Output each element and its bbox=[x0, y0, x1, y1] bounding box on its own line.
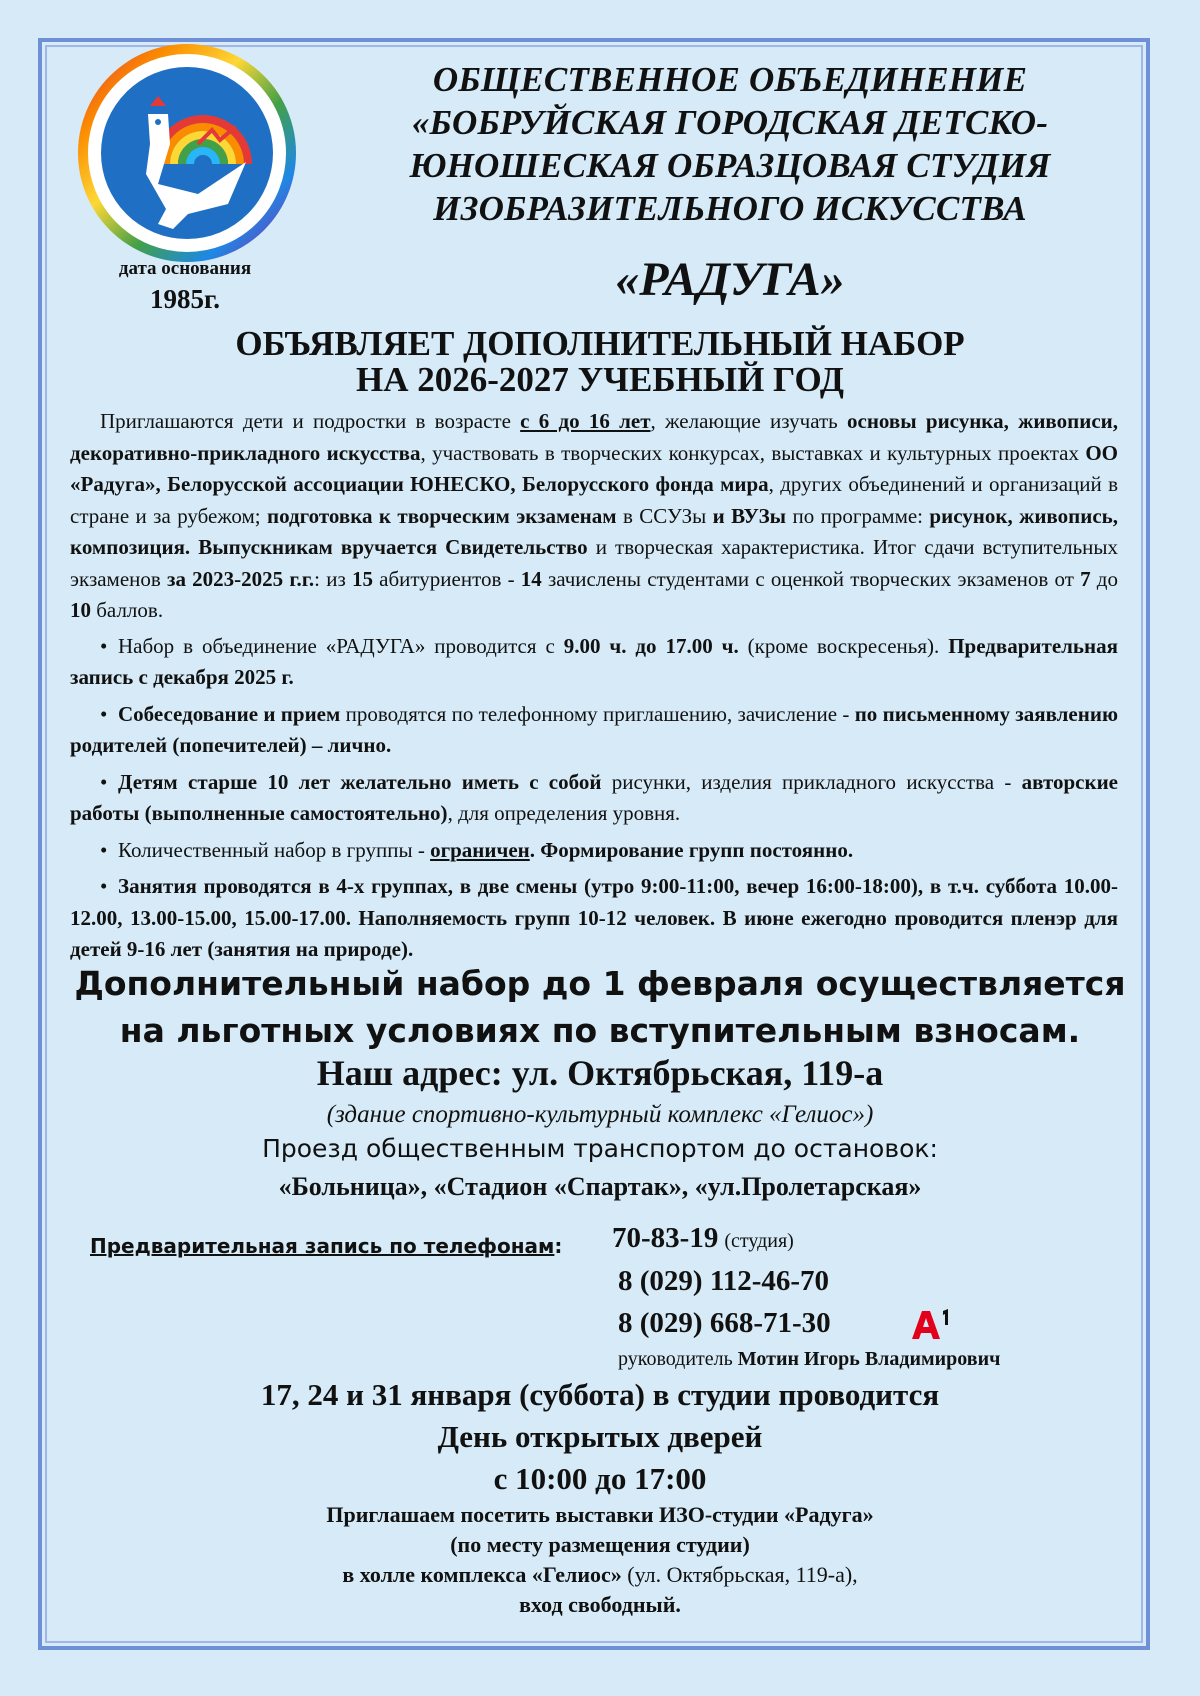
text: зачислены студентами с оценкой творческих экзаменов от bbox=[541, 566, 1081, 591]
phone-studio bbox=[612, 1222, 794, 1255]
text: (кроме воскресенья). bbox=[738, 633, 949, 658]
text: абитуриентов - bbox=[372, 566, 521, 591]
invite-line-1: Приглашаем посетить выставки ИЗО-студии «Радуга» bbox=[326, 1502, 874, 1527]
text: рисунки, изделия прикладного искусства - bbox=[601, 769, 1022, 794]
exhibition-invite bbox=[60, 1500, 1140, 1620]
text: Собеседование и прием bbox=[118, 701, 341, 726]
subjects: основы рисунка, живописи, декоративно-прикладного искусства bbox=[70, 409, 1118, 465]
bullet-icon: • bbox=[100, 701, 108, 726]
phone-note: (студия) bbox=[724, 1230, 794, 1252]
text: авторские работы (выполненные самостоятельно) bbox=[70, 769, 1119, 825]
address: Наш адрес: ул. Октябрьская, 119-а bbox=[316, 1053, 884, 1093]
org-line-1: ОБЩЕСТВЕННОЕ ОБЪЕДИНЕНИЕ bbox=[432, 60, 1028, 99]
list-item bbox=[70, 835, 1118, 867]
hours: 9.00 ч. до 17.00 ч. bbox=[563, 633, 739, 658]
discount-line-2: на льготных условиях по вступительным взносам. bbox=[119, 1011, 1081, 1050]
discount-line-1: Дополнительный набор до 1 февраля осуществляется bbox=[74, 964, 1126, 1003]
applicants-count: 15 bbox=[351, 566, 373, 591]
list-item bbox=[70, 631, 1118, 694]
founded-year: 1985г. bbox=[150, 284, 220, 314]
score-max: 10 bbox=[70, 598, 91, 622]
text: Предварительная запись по телефонам bbox=[90, 1234, 555, 1258]
text: до bbox=[1090, 566, 1118, 591]
text: руководитель bbox=[618, 1348, 738, 1370]
partners: ОО «Радуга», Белорусской ассоциации ЮНЕСКО, Белорусского фонда мира bbox=[70, 440, 1118, 496]
phone-mobile-1: 8 (029) 112-46-70 bbox=[618, 1265, 830, 1297]
list-item bbox=[70, 871, 1118, 966]
text: и творческая характеристика. Итог сдачи вступительных экзаменов bbox=[70, 535, 1118, 591]
text: по программе: bbox=[786, 503, 930, 528]
program: рисунок, живопись, композиция. Выпускникам вручается Свидетельство bbox=[70, 503, 1118, 559]
text: : из bbox=[314, 566, 352, 591]
director-name: Мотин Игорь Владимирович bbox=[737, 1348, 1001, 1370]
transit-info: Проезд общественным транспортом до остановок: bbox=[262, 1134, 938, 1163]
org-line-2: «БОБРУЙСКАЯ ГОРОДСКАЯ ДЕТСКО- bbox=[411, 103, 1049, 142]
intro-paragraph bbox=[70, 406, 1118, 627]
org-line-3: ЮНОШЕСКАЯ ОБРАЗЦОВАЯ СТУДИЯ bbox=[409, 146, 1051, 185]
rainbow-bird-logo-icon bbox=[78, 44, 296, 262]
text: , участвовать в творческих конкурсах, выставках и культурных проектах bbox=[420, 440, 1086, 465]
phone-mobile-2: 8 (029) 668-71-30 bbox=[618, 1307, 831, 1339]
bullet-icon: • bbox=[100, 633, 108, 658]
a1-operator-logo-icon bbox=[910, 1307, 952, 1341]
score-min: 7 bbox=[1080, 566, 1091, 591]
announce-line-1: ОБЪЯВЛЯЕТ ДОПОЛНИТЕЛЬНЫЙ НАБОР bbox=[235, 324, 965, 363]
phone-number: 70-83-19 bbox=[612, 1222, 719, 1254]
text: в холле комплекса «Гелиос» bbox=[342, 1562, 622, 1587]
text: Количественный набор в группы - bbox=[118, 837, 431, 862]
text: в ССУЗы bbox=[616, 503, 713, 528]
text: Набор в объединение «РАДУГА» проводится с bbox=[118, 633, 564, 658]
admitted-count: 14 bbox=[520, 566, 542, 591]
building-note: (здание спортивно-культурный комплекс «Гелиос») bbox=[326, 1101, 874, 1128]
age-range: с 6 до 16 лет bbox=[520, 409, 651, 433]
transit-stops: «Больница», «Стадион «Спартак», «ул.Пролетарская» bbox=[278, 1172, 922, 1201]
text: , других объединений и организаций в стране и за рубежом; bbox=[70, 472, 1118, 528]
bullet-icon: • bbox=[100, 874, 108, 898]
text: . bbox=[529, 837, 541, 862]
open-day-hours: с 10:00 до 17:00 bbox=[493, 1461, 707, 1496]
list-item bbox=[70, 767, 1118, 830]
invite-line-4: вход свободный. bbox=[519, 1592, 681, 1617]
open-day-title: День открытых дверей bbox=[437, 1419, 763, 1454]
text: по письменному заявлению родителей (попечителей) – лично. bbox=[70, 701, 1118, 757]
invite-line-2: (по месту размещения студии) bbox=[450, 1532, 750, 1557]
director bbox=[618, 1348, 1000, 1371]
invite-line-3 bbox=[60, 1560, 1140, 1590]
text: : bbox=[554, 1234, 563, 1258]
text: Формирование групп постоянно. bbox=[540, 837, 854, 862]
pre-registration: Предварительная запись с декабря 2025 г. bbox=[70, 633, 1119, 689]
description-body bbox=[70, 406, 1118, 971]
limited: ограничен bbox=[430, 837, 530, 862]
bullet-icon: • bbox=[100, 837, 108, 862]
text: баллов. bbox=[91, 598, 164, 622]
list-item bbox=[70, 699, 1118, 762]
open-day bbox=[60, 1374, 1140, 1500]
bullet-list bbox=[70, 631, 1118, 966]
text: Приглашаются дети и подростки в возрасте bbox=[100, 409, 521, 433]
schedule: Занятия проводятся в 4-х группах, в две смены (утро 9:00-11:00, вечер 16:00-18:00), в т.ч. суббота 10.00-12.00, 13.00-15.00, 15.00-17.00. Наполняемость групп 10-12 человек. В июне ежегодно проводится пленэр для детей 9-16 лет (занятия на природе). bbox=[70, 874, 1118, 961]
organization-name bbox=[320, 58, 1140, 230]
text: и ВУЗы bbox=[712, 503, 787, 528]
registration-label bbox=[90, 1234, 562, 1258]
open-day-dates: 17, 24 и 31 января (суббота) в студии проводится bbox=[260, 1377, 940, 1412]
exam-years: за 2023-2025 г.г. bbox=[167, 566, 315, 591]
announcement-heading bbox=[60, 326, 1140, 398]
discount-notice bbox=[60, 960, 1140, 1054]
text: , для определения уровня. bbox=[447, 801, 681, 825]
announce-line-2: НА 2026-2027 УЧЕБНЫЙ ГОД bbox=[355, 360, 845, 399]
text: (ул. Октябрьская, 119-а), bbox=[621, 1562, 858, 1587]
bullet-icon: • bbox=[100, 769, 108, 794]
org-line-4: ИЗОБРАЗИТЕЛЬНОГО ИСКУССТВА bbox=[433, 189, 1027, 228]
exam-prep: подготовка к творческим экзаменам bbox=[266, 503, 617, 528]
text: Детям старше 10 лет желательно иметь с собой bbox=[118, 769, 602, 794]
text: , желающие изучать bbox=[650, 409, 847, 433]
text: проводятся по телефонному приглашению, зачисление - bbox=[340, 701, 855, 726]
founded-label: дата основания bbox=[118, 258, 252, 279]
studio-name: «РАДУГА» bbox=[615, 253, 845, 306]
